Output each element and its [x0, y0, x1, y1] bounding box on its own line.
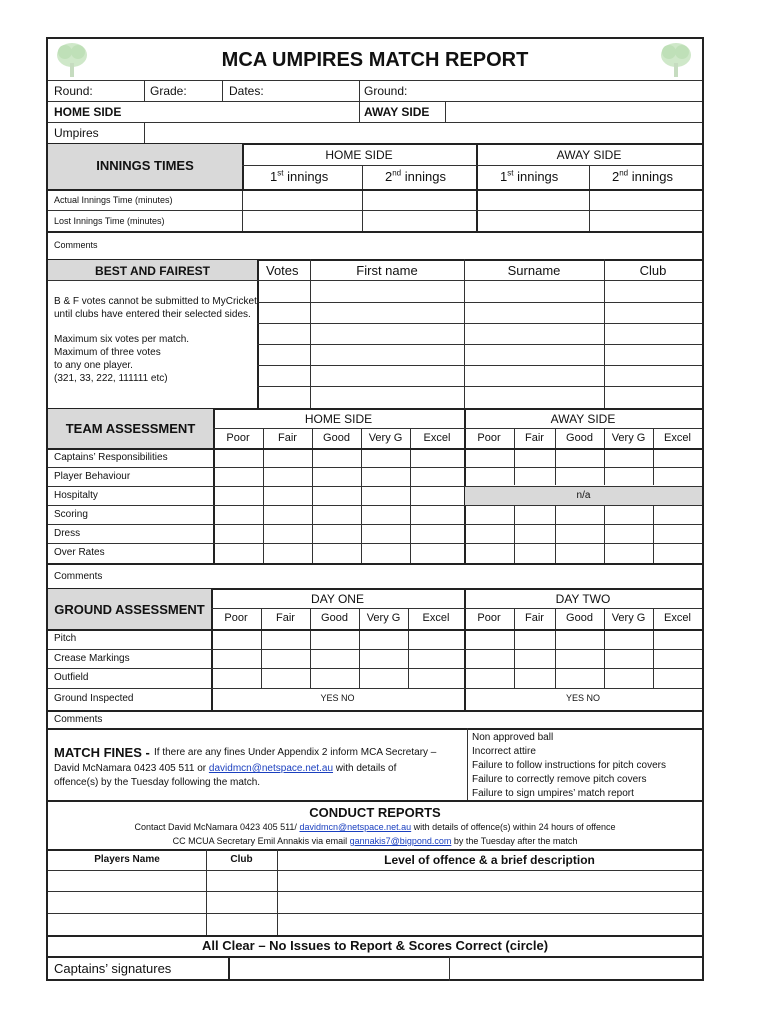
- ta-comments-label: Comments: [54, 571, 103, 582]
- fine-item: Failure to correctly remove pitch covers: [472, 774, 647, 785]
- lost-innings-label: Lost Innings Time (minutes): [54, 216, 165, 226]
- ga-day-two: DAY TWO: [555, 592, 611, 606]
- ga-comments-label: Comments: [54, 714, 103, 725]
- bf-note-3: Maximum six votes per match.: [54, 334, 190, 345]
- ga-yes-no-day-one[interactable]: YES NO: [320, 693, 355, 703]
- dates-label: Dates:: [229, 84, 264, 98]
- ta-home-rating-poor: Poor: [226, 432, 250, 444]
- conduct-col-level: Level of offence & a brief description: [384, 853, 595, 867]
- match-fines-text-3: offence(s) by the Tuesday following the match.: [54, 777, 261, 788]
- ga-day-one: DAY ONE: [311, 592, 364, 606]
- bf-note-4: Maximum of three votes: [54, 347, 161, 358]
- bf-note-6: (321, 33, 222, 111111 etc): [54, 373, 168, 384]
- away-second-innings: 2nd innings: [612, 168, 673, 184]
- innings-away-side: AWAY SIDE: [556, 148, 622, 162]
- home-side-label: HOME SIDE: [54, 105, 122, 119]
- bf-col-votes: Votes: [266, 263, 299, 278]
- ta-row-over-rates: Over Rates: [54, 547, 105, 558]
- ta-home-side: HOME SIDE: [304, 412, 373, 426]
- conduct-reports-heading: CONDUCT REPORTS: [309, 805, 441, 820]
- bf-note-1: B & F votes cannot be submitted to MyCricket: [54, 296, 257, 307]
- innings-comments-label: Comments: [54, 240, 98, 250]
- match-fines-heading: MATCH FINES -: [54, 745, 150, 760]
- all-clear-statement[interactable]: All Clear – No Issues to Report & Scores Correct (circle): [201, 938, 549, 953]
- conduct-line-2: CC MCUA Secretary Emil Annakis via email gannakis7@bigpond.com by the Tuesday after the match: [172, 836, 578, 846]
- ta-row-hospitality: Hospitalty: [54, 490, 98, 501]
- ta-away-rating-excel: Excel: [664, 432, 691, 444]
- ta-away-rating-poor: Poor: [477, 432, 501, 444]
- away-first-innings: 1st innings: [500, 168, 559, 184]
- team-assessment-heading: TEAM ASSESSMENT: [65, 421, 196, 436]
- ta-home-rating-good: Good: [323, 432, 350, 444]
- ga-day-two-rating-excel: Excel: [664, 612, 691, 624]
- bf-col-club: Club: [639, 263, 667, 278]
- umpires-label: Umpires: [54, 126, 99, 140]
- home-second-innings: 2nd innings: [385, 168, 446, 184]
- ta-home-rating-excel: Excel: [423, 432, 451, 444]
- bf-note-5: to any one player.: [54, 360, 133, 371]
- fine-item: Failure to sign umpires’ match report: [472, 788, 634, 799]
- home-first-innings: 1st innings: [270, 168, 329, 184]
- ga-yes-no-day-two[interactable]: YES NO: [565, 693, 600, 703]
- bf-col-surname: Surname: [507, 263, 561, 278]
- ta-away-side: AWAY SIDE: [550, 412, 616, 426]
- ta-away-rating-good: Good: [566, 432, 593, 444]
- ground-label: Ground:: [364, 84, 408, 98]
- ga-row-crease: Crease Markings: [54, 653, 130, 664]
- fine-item: Incorrect attire: [472, 746, 536, 757]
- ga-day-two-rating-poor: Poor: [477, 612, 501, 624]
- ta-home-rating-fair: Fair: [278, 432, 297, 444]
- ga-day-one-rating-very-g: Very G: [366, 612, 401, 624]
- page-title: MCA UMPIRES MATCH REPORT: [221, 49, 529, 71]
- ta-home-rating-very-g: Very G: [368, 432, 403, 444]
- grade-label: Grade:: [150, 84, 187, 98]
- match-fines-text-2: David McNamara 0423 405 511 or davidmcn@netspace.net.au with details of: [54, 763, 397, 774]
- actual-innings-label: Actual Innings Time (minutes): [54, 195, 173, 205]
- round-label: Round:: [54, 84, 93, 98]
- ta-row-player-behaviour: Player Behaviour: [54, 471, 131, 482]
- ga-day-one-rating-good: Good: [321, 612, 348, 624]
- bf-note-2: until clubs have entered their selected sides.: [54, 309, 251, 320]
- away-side-label: AWAY SIDE: [364, 105, 430, 119]
- conduct-col-player: Players Name: [94, 854, 160, 865]
- hospitality-na: n/a: [576, 490, 591, 501]
- ga-row-outfield: Outfield: [54, 672, 89, 683]
- ga-day-two-rating-good: Good: [566, 612, 593, 624]
- innings-times-heading: INNINGS TIMES: [96, 158, 194, 173]
- conduct-email-link[interactable]: davidmcn@netspace.net.au: [299, 822, 412, 832]
- match-fines-text-1: If there are any fines Under Appendix 2 inform MCA Secretary –: [154, 747, 437, 758]
- conduct-line-1: Contact David McNamara 0423 405 511/ davidmcn@netspace.net.au with details of offence(s) within 24 hours of offence: [134, 822, 616, 832]
- ta-away-rating-very-g: Very G: [611, 432, 646, 444]
- secretary-email-link[interactable]: gannakis7@bigpond.com: [349, 836, 452, 846]
- fine-item: Non approved ball: [472, 732, 554, 743]
- ta-away-rating-fair: Fair: [525, 432, 544, 444]
- conduct-col-club: Club: [230, 854, 253, 865]
- fine-item: Failure to follow instructions for pitch covers: [472, 760, 666, 771]
- ga-row-pitch: Pitch: [54, 633, 77, 644]
- ta-row-dress: Dress: [54, 528, 81, 539]
- ga-row-ground-inspected: Ground Inspected: [54, 693, 134, 704]
- ground-assessment-heading: GROUND ASSESSMENT: [54, 602, 205, 617]
- match-report-form: [46, 37, 704, 981]
- captains-signatures-label: Captains’ signatures: [54, 961, 172, 976]
- ga-day-two-rating-very-g: Very G: [611, 612, 646, 624]
- match-fines-email-link[interactable]: davidmcn@netspace.net.au: [208, 763, 334, 774]
- ga-day-one-rating-poor: Poor: [224, 612, 248, 624]
- ta-row-scoring: Scoring: [54, 509, 88, 520]
- ga-day-one-rating-excel: Excel: [422, 612, 450, 624]
- bf-col-first-name: First name: [356, 263, 418, 278]
- innings-home-side: HOME SIDE: [325, 148, 393, 162]
- best-fairest-heading: BEST AND FAIREST: [95, 264, 210, 278]
- ta-row-captains: Captains’ Responsibilities: [54, 452, 168, 463]
- ga-day-one-rating-fair: Fair: [276, 612, 295, 624]
- ga-day-two-rating-fair: Fair: [525, 612, 544, 624]
